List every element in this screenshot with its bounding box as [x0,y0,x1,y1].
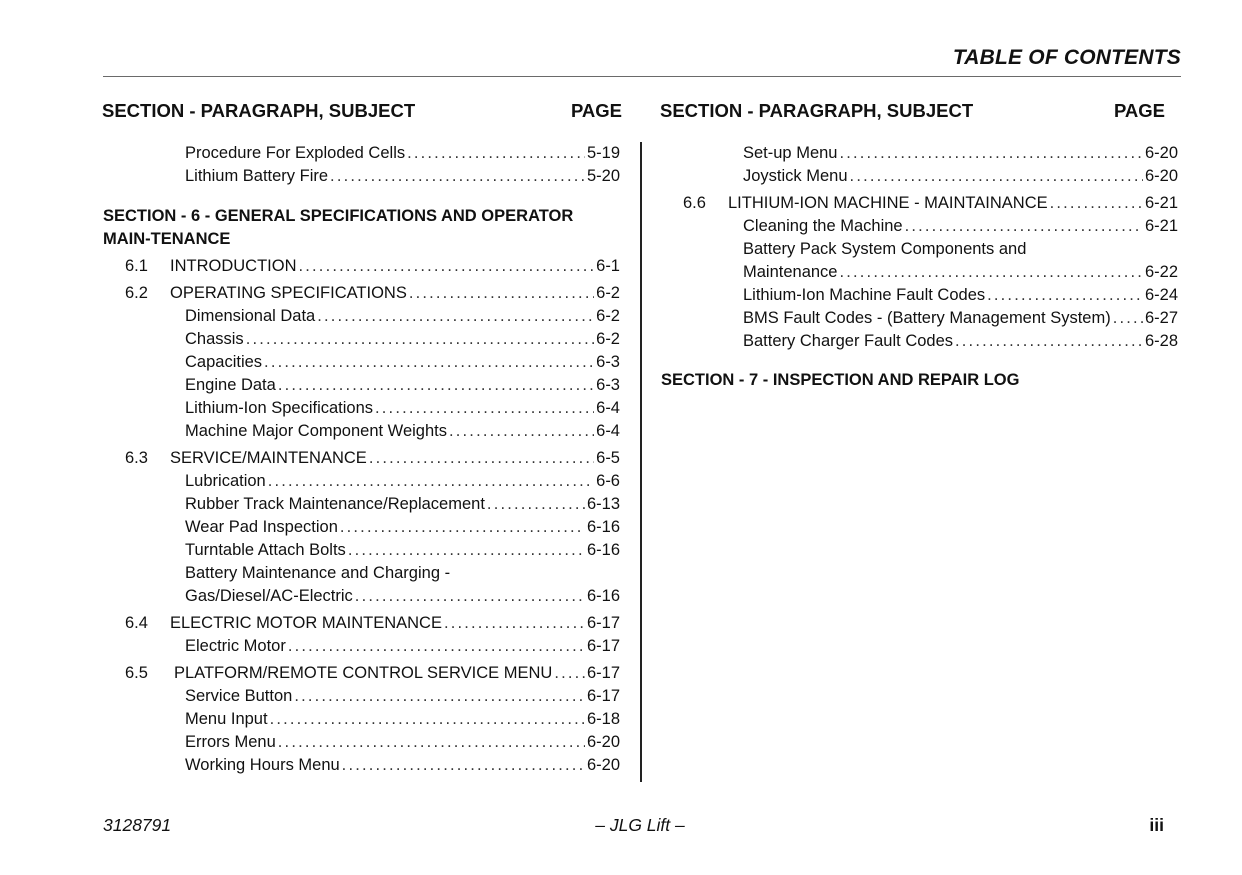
toc-entry[interactable] [660,192,1180,215]
column-header-page: PAGE [570,100,622,121]
toc-entry[interactable] [102,305,624,328]
toc-entry-title: Lithium-Ion Machine Fault Codes [743,286,986,304]
dot-leader [905,215,1143,238]
dot-leader [340,516,585,539]
toc-entry-page: 6-6 [596,472,620,490]
toc-entry-line[interactable] [660,238,1180,261]
toc-entry[interactable] [102,447,624,470]
toc-entry-title: LITHIUM-ION MACHINE - MAINTAINANCE [728,194,1048,212]
toc-entry-title: Working Hours Menu [185,756,340,774]
column-header [660,100,1180,125]
page-header [103,46,1181,77]
toc-entry-title: Dimensional Data [185,307,316,325]
toc-entry[interactable] [102,351,624,374]
toc-entry[interactable] [660,215,1180,238]
toc-entry-title: Wear Pad Inspection [185,518,338,536]
column-header-page: PAGE [1113,100,1165,121]
toc-entry[interactable] [102,662,624,685]
toc-entry-title: INTRODUCTION [170,257,297,275]
toc-entry[interactable] [102,142,624,165]
toc-entry[interactable] [102,585,624,608]
toc-entry-page: 6-4 [596,422,620,440]
toc-entry[interactable] [102,731,624,754]
toc-entry-page: 5-20 [586,167,620,185]
column-header-subject: SECTION - PARAGRAPH, SUBJECT [660,100,974,121]
toc-entry-page: 6-17 [586,614,620,632]
toc-entry-page: 6-13 [586,495,620,513]
dot-leader [955,330,1143,353]
toc-entry-number: 6.6 [683,194,706,212]
toc-entry-page: 6-1 [596,257,620,275]
toc-entry-number: 6.4 [125,614,148,632]
toc-entry-page: 5-19 [586,144,620,162]
toc-entry[interactable] [660,330,1180,353]
toc-entry-page: 6-16 [586,541,620,559]
toc-entry-title: Menu Input [185,710,268,728]
dot-leader [839,142,1142,165]
dot-leader [270,708,585,731]
toc-entry[interactable] [102,470,624,493]
column-header-subject: SECTION - PARAGRAPH, SUBJECT [102,100,416,121]
dot-leader [278,374,594,397]
toc-entry-page: 6-21 [1144,194,1178,212]
toc-entry[interactable] [102,420,624,443]
toc-entry-title: Capacities [185,353,263,371]
toc-entry-page: 6-17 [586,664,620,682]
toc-entry-number: 6.2 [125,284,148,302]
dot-leader [407,142,585,165]
toc-column-left [102,100,624,777]
dot-leader [342,754,585,777]
toc-entry-page: 6-22 [1144,263,1178,281]
dot-leader [246,328,594,351]
dot-leader [487,493,585,516]
toc-entry-title: Lithium Battery Fire [185,167,329,185]
toc-entry-page: 6-17 [586,637,620,655]
toc-entry-page: 6-20 [1144,167,1178,185]
toc-entry[interactable] [102,165,624,188]
toc-entry[interactable] [102,539,624,562]
toc-entry-page: 6-4 [596,399,620,417]
toc-entry-page: 6-21 [1144,217,1178,235]
toc-entry-page: 6-27 [1144,309,1178,327]
toc-entry-title: Battery Maintenance and Charging - [185,564,451,582]
toc-entry[interactable] [102,612,624,635]
page-number: iii [1149,815,1164,835]
toc-entry-title: Joystick Menu [743,167,848,185]
toc-entry[interactable] [660,261,1180,284]
dot-leader [317,305,594,328]
toc-entry-number: 6.1 [125,257,148,275]
dot-leader [369,447,594,470]
doc-number: 3128791 [103,815,172,835]
toc-entry-number: 6.3 [125,449,148,467]
toc-entry-page: 6-3 [596,376,620,394]
dot-leader [294,685,585,708]
toc-entry-title: ELECTRIC MOTOR MAINTENANCE [170,614,442,632]
toc-entry-title: Lubrication [185,472,266,490]
toc-entry-page: 6-16 [586,518,620,536]
dot-leader [444,612,585,635]
toc-entry[interactable] [102,397,624,420]
toc-entry[interactable] [660,142,1180,165]
toc-entry-title: Set-up Menu [743,144,838,162]
dot-leader [268,470,594,493]
dot-leader [1113,307,1143,330]
toc-entry[interactable] [102,635,624,658]
dot-leader [330,165,585,188]
dot-leader [987,284,1143,307]
toc-entry-title: Lithium-Ion Specifications [185,399,374,417]
toc-entry-title: Errors Menu [185,733,276,751]
toc-entry[interactable] [660,165,1180,188]
toc-entry[interactable] [102,493,624,516]
section-7-heading[interactable]: SECTION - 7 - INSPECTION AND REPAIR LOG [661,371,1020,389]
toc-entry-title: Chassis [185,330,244,348]
dot-leader [355,585,585,608]
toc-entry-title: Service Button [185,687,293,705]
toc-entry-title: BMS Fault Codes - (Battery Management System) [743,309,1111,327]
dot-leader [278,731,585,754]
dot-leader [409,282,594,305]
toc-entry[interactable] [660,307,1180,330]
page-title: TABLE OF CONTENTS [952,46,1181,69]
toc-entry-title: Battery Charger Fault Codes [743,332,954,350]
toc-entry-page: 6-17 [586,687,620,705]
toc-entry-page: 6-2 [596,330,620,348]
column-header [102,100,624,125]
toc-entry-title: Turntable Attach Bolts [185,541,346,559]
toc-entry-title: Gas/Diesel/AC-Electric [185,587,353,605]
toc-entry-page: 6-5 [596,449,620,467]
toc-entry[interactable] [102,374,624,397]
toc-entry[interactable] [102,516,624,539]
dot-leader [1050,192,1143,215]
toc-entry[interactable] [102,255,624,278]
dot-leader [299,255,595,278]
toc-entry-page: 6-2 [596,284,620,302]
toc-entry-title: Engine Data [185,376,276,394]
dot-leader [449,420,594,443]
toc-entry-title: PLATFORM/REMOTE CONTROL SERVICE MENU [174,664,553,682]
toc-entry-page: 6-16 [586,587,620,605]
toc-entry-title: OPERATING SPECIFICATIONS [170,284,407,302]
toc-entry-line[interactable] [102,562,624,585]
toc-entry[interactable] [102,754,624,777]
toc-column-right [660,100,1180,392]
toc-entry-page: 6-24 [1144,286,1178,304]
toc-entry-title: Rubber Track Maintenance/Replacement [185,495,485,513]
toc-entry-title: Procedure For Exploded Cells [185,144,406,162]
toc-entry[interactable] [102,685,624,708]
brand-footer: – JLG Lift – [595,815,685,835]
toc-entry-title: Maintenance [743,263,838,281]
toc-entry[interactable] [660,284,1180,307]
toc-entry-number: 6.5 [125,664,148,682]
toc-entry-title: SERVICE/MAINTENANCE [170,449,367,467]
toc-entry[interactable] [102,282,624,305]
dot-leader [839,261,1142,284]
section-6-heading[interactable]: SECTION - 6 - GENERAL SPECIFICATIONS AND OPERATOR MAIN-TENANCE [103,207,574,248]
toc-entry-page: 6-18 [586,710,620,728]
column-divider [640,142,642,782]
toc-entry-page: 6-20 [586,733,620,751]
toc-entry-title: Battery Pack System Components and [743,240,1027,258]
dot-leader [850,165,1143,188]
dot-leader [348,539,585,562]
toc-entry-page: 6-20 [1144,144,1178,162]
toc-entry-page: 6-3 [596,353,620,371]
toc-entry-page: 6-2 [596,307,620,325]
toc-entry-title: Electric Motor [185,637,286,655]
dot-leader [264,351,594,374]
toc-entry[interactable] [102,708,624,731]
dot-leader [554,662,585,685]
toc-entry-page: 6-20 [586,756,620,774]
toc-entry-title: Machine Major Component Weights [185,422,447,440]
dot-leader [375,397,594,420]
dot-leader [288,635,585,658]
toc-entry-title: Cleaning the Machine [743,217,903,235]
toc-entry-page: 6-28 [1144,332,1178,350]
toc-entry[interactable] [102,328,624,351]
